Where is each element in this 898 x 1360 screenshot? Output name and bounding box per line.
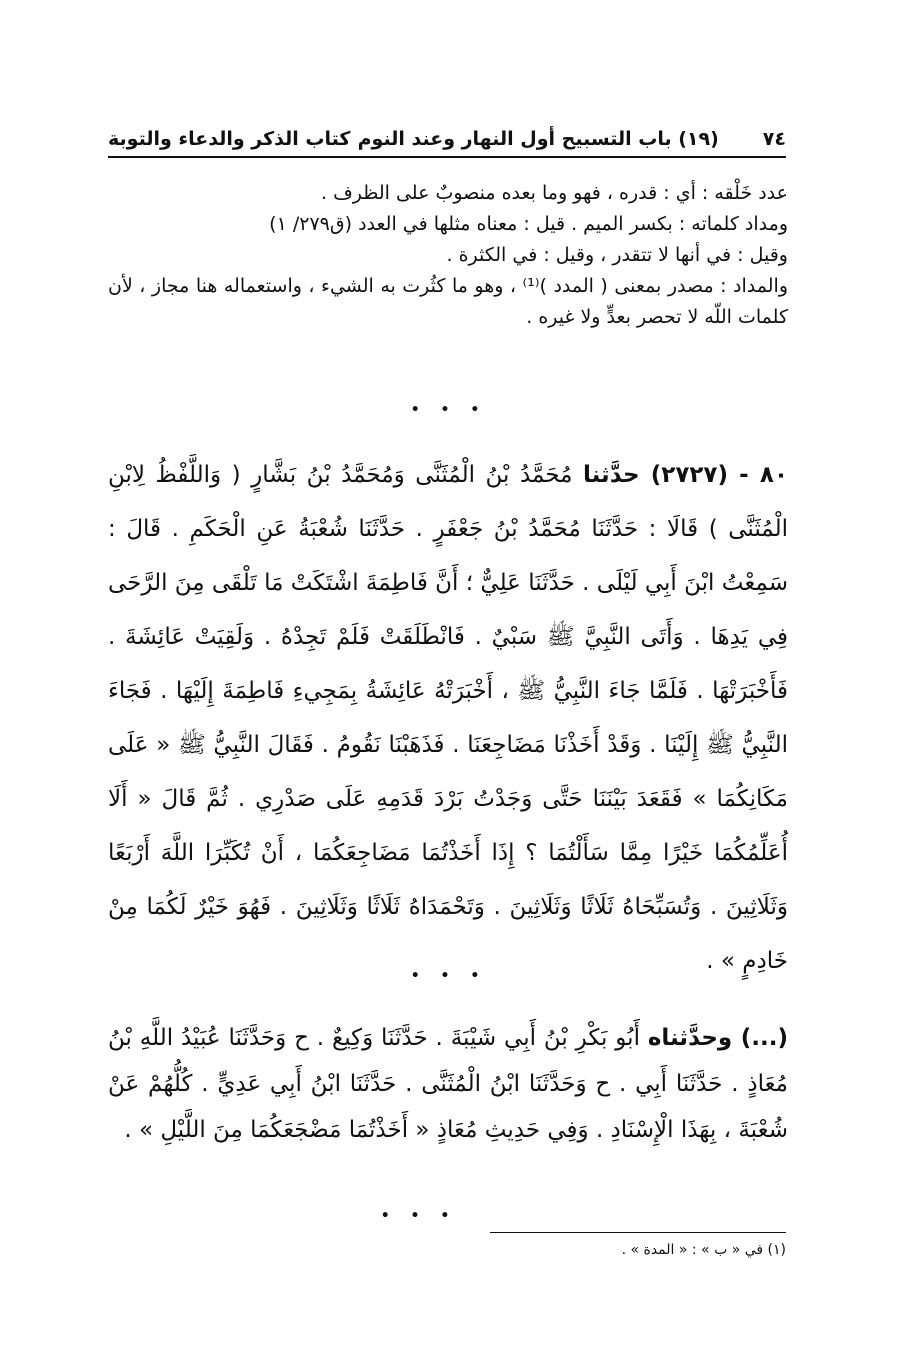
section-separator: • • • <box>380 1208 458 1224</box>
hadith-block-2 <box>108 1015 788 1153</box>
hadith-block <box>108 448 788 988</box>
commentary-line: عدد خَلْقه : أي : قدره ، فهو وما بعده منصوبٌ على الظرف . <box>321 182 788 204</box>
footnote: (١) في « ب » : « المدة » . <box>621 1242 786 1258</box>
page-number: ٧٤ <box>762 128 786 150</box>
commentary-line: والمداد : مصدر بمعنى ( المدد )⁽¹⁾ ، وهو ما كثُرت به الشيء ، واستعماله هنا مجاز ، لأن كلمات اللّه لا تحصر بعدٍّ ولا غيره . <box>108 275 788 328</box>
hadith-text <box>108 448 788 988</box>
chapter-title: (١٩) باب التسبيح أول النهار وعند النوم <box>357 128 719 150</box>
hadith-lead: (...) وحدَّثناه <box>647 1025 789 1051</box>
hadith-number: ٨٠ - (٢٧٢٧) حدَّثنا <box>583 462 788 488</box>
commentary-line: ومداد كلماته : بكسر الميم . قيل : معناه مثلها في العدد (ق٢٧٩/ ١) <box>269 213 788 235</box>
commentary-line: وقيل : في أنها لا تتقدر ، وقيل : في الكثرة . <box>446 244 788 266</box>
footnote-rule <box>490 1232 786 1233</box>
hadith-body: أَبُو بَكْرِ بْنُ أَبِي شَيْبَةَ . حَدَّثَنَا وَكِيعٌ . ح وَحَدَّثَنَا عُبَيْدُ اللَّهِ بْنُ مُعَاذٍ . حَدَّثَنَا أَبِي . ح وَحَدَّثَنَا ابْنُ الْمُثَنَّى . حَدَّثَنَا ابْنُ أَبِي عَدِيٍّ . كُلُّهُمْ عَنْ شُعْبَةَ ، بِهَذَا الْإِسْنَادِ . وَفِي حَدِيثِ مُعَاذٍ « أَخَذْتُمَا مَضْجَعَكُمَا مِنَ اللَّيْلِ » . <box>108 1025 788 1143</box>
hadith-text <box>108 1015 788 1153</box>
section-separator: • • • <box>410 968 488 984</box>
book-title: كتاب الذكر والدعاء والتوبة <box>108 128 351 150</box>
running-header <box>108 118 786 158</box>
hadith-body: مُحَمَّدُ بْنُ الْمُثَنَّى وَمُحَمَّدُ بْنُ بَشَّارٍ ( وَاللَّفْظُ لِابْنِ الْمُثَنَّى ) قَالَا : حَدَّثَنَا مُحَمَّدُ بْنُ جَعْفَرٍ . حَدَّثَنَا شُعْبَةُ عَنِ الْحَكَمِ . قَالَ : سَمِعْتُ ابْنَ أَبِي لَيْلَى . حَدَّثَنَا عَلِيٌّ ؛ أَنَّ فَاطِمَةَ اشْتَكَتْ مَا تَلْقَى مِنَ الرَّحَى فِي يَدِهَا . وَأَتَى النَّبِيَّ ﷺ سَبْيٌ . فَانْطَلَقَتْ فَلَمْ تَجِدْهُ . وَلَقِيَتْ عَائِشَةَ . فَأَخْبَرَتْهَا . فَلَمَّا جَاءَ النَّبِيُّ ﷺ ، أَخْبَرَتْهُ عَائِشَةُ بِمَجِيءِ فَاطِمَةَ إِلَيْهَا . فَجَاءَ النَّبِيُّ ﷺ إِلَيْنَا . وَقَدْ أَخَذْنَا مَضَاجِعَنَا . فَذَهَبْنَا نَقُومُ . فَقَالَ النَّبِيُّ ﷺ « عَلَى مَكَانِكُمَا » فَقَعَدَ بَيْنَنَا حَتَّى وَجَدْتُ بَرْدَ قَدَمِهِ عَلَى صَدْرِي . ثُمَّ قَالَ « أَلَا أُعَلِّمُكُمَا خَيْرًا مِمَّا سَأَلْتُمَا ؟ إِذَا أَخَذْتُمَا مَضَاجِعَكُمَا ، أَنْ تُكَبِّرَا اللَّهَ أَرْبَعًا وَثَلَاثِينَ . وَتُسَبِّحَاهُ ثَلَاثًا وَثَلَاثِينَ . وَتَحْمَدَاهُ ثَلَاثًا وَثَلَاثِينَ . فَهُوَ خَيْرٌ لَكُمَا مِنْ خَادِمٍ » . <box>108 462 788 974</box>
commentary-block <box>108 178 788 333</box>
section-separator: • • • <box>410 402 488 418</box>
